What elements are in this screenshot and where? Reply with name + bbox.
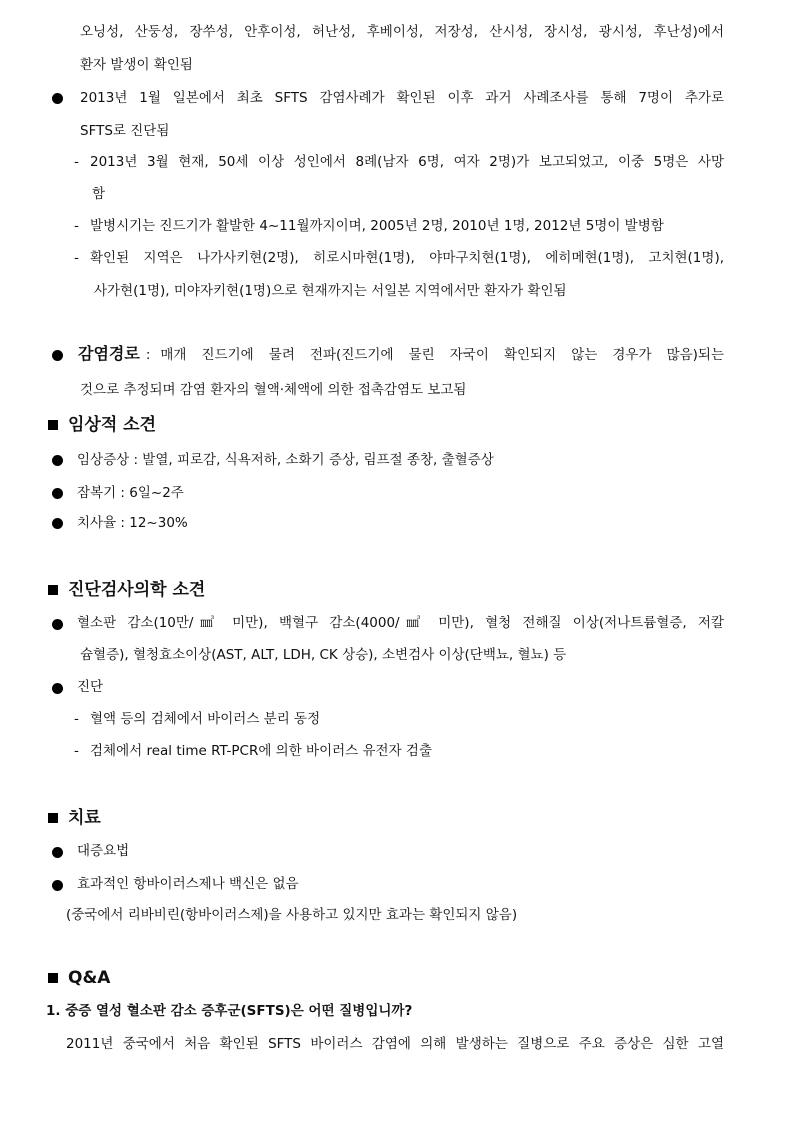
japan-sub1-line-1: 2013년 3월 현재, 50세 이상 성인에서 8례(남자 6명, 여자 2명)가 보고되었고, 이중 5명은 사망 — [90, 154, 724, 170]
clinical-item-3: 치사율 : 12~30% — [77, 515, 188, 531]
japan-bullet-line-1: 2013년 1월 일본에서 최초 SFTS 감염사례가 확인된 이후 과거 사례조사를 통해 7명이 추가로 — [80, 90, 724, 106]
dash-icon: - — [74, 250, 79, 266]
dash-icon: - — [74, 218, 79, 234]
infection-label: 감염경로 — [78, 344, 140, 363]
qa-heading: Q&A — [68, 968, 111, 988]
japan-sub3-line-1: 확인된 지역은 나가사키현(2명), 히로시마현(1명), 야마구치현(1명), 에히메현(1명), 고치현(1명), — [90, 250, 724, 266]
infection-line-2: 것으로 추정되며 감염 환자의 혈액·체액에 의한 접촉감염도 보고됨 — [80, 382, 467, 398]
bullet-icon — [52, 880, 63, 891]
japan-sub3-line-2: 사가현(1명), 미야자키현(1명)으로 현재까지는 서일본 지역에서만 환자가 확인됨 — [94, 283, 567, 299]
bullet-icon — [52, 518, 63, 529]
infection-line-1 — [78, 344, 724, 365]
section-square-icon — [48, 973, 58, 983]
japan-bullet-line-2: SFTS로 진단됨 — [80, 123, 170, 139]
diagnostic-item-2: 진단 — [77, 679, 104, 695]
intro-line-1: 오닝성, 산둥성, 장쑤성, 안후이성, 허난성, 후베이성, 저장성, 산시성, 장시성, 광시성, 후난성)에서 — [80, 24, 724, 40]
qa-question-1: 1. 중증 열성 혈소판 감소 증후군(SFTS)은 어떤 질병입니까? — [46, 1003, 413, 1019]
infection-colon: : — [145, 347, 151, 363]
bullet-icon — [52, 93, 63, 104]
diagnostic-sub-2: 검체에서 real time RT-PCR에 의한 바이러스 유전자 검출 — [90, 743, 433, 759]
treatment-item-2: 효과적인 항바이러스제나 백신은 없음 — [77, 876, 299, 892]
section-square-icon — [48, 813, 58, 823]
japan-sub1-line-2: 함 — [92, 186, 106, 202]
treatment-note: (중국에서 리바비린(항바이러스제)을 사용하고 있지만 효과는 확인되지 않음) — [66, 907, 518, 923]
qa-answer-1: 2011년 중국에서 처음 확인된 SFTS 바이러스 감염에 의해 발생하는 질병으로 주요 증상은 심한 고열 — [66, 1036, 724, 1052]
bullet-icon — [52, 455, 63, 466]
diagnostic-item-1-line-1: 혈소판 감소(10만/㎣ 미만), 백혈구 감소(4000/㎣ 미만), 혈청 전해질 이상(저나트륨혈증, 저칼 — [77, 615, 724, 631]
bullet-icon — [52, 350, 63, 361]
bullet-icon — [52, 619, 63, 630]
treatment-item-1: 대증요법 — [77, 843, 130, 859]
clinical-item-1: 임상증상 : 발열, 피로감, 식욕저하, 소화기 증상, 림프절 종창, 출혈증상 — [77, 452, 494, 468]
treatment-heading: 치료 — [68, 808, 101, 828]
diagnostic-sub-1: 혈액 등의 검체에서 바이러스 분리 동정 — [90, 711, 321, 727]
dash-icon: - — [74, 154, 79, 170]
diagnostic-heading: 진단검사의학 소견 — [68, 580, 206, 600]
infection-text-1: 매개 진드기에 물려 전파(진드기에 물린 자국이 확인되지 않는 경우가 많음)되는 — [160, 347, 724, 363]
clinical-heading: 임상적 소견 — [68, 415, 157, 435]
bullet-icon — [52, 488, 63, 499]
japan-sub2: 발병시기는 진드기가 활발한 4~11월까지이며, 2005년 2명, 2010년 1명, 2012년 5명이 발병함 — [90, 218, 664, 234]
intro-line-2: 환자 발생이 확인됨 — [80, 57, 193, 73]
dash-icon: - — [74, 711, 79, 727]
clinical-item-2: 잠복기 : 6일~2주 — [77, 485, 184, 501]
bullet-icon — [52, 847, 63, 858]
bullet-icon — [52, 683, 63, 694]
dash-icon: - — [74, 743, 79, 759]
diagnostic-item-1-line-2: 슘혈증), 혈청효소이상(AST, ALT, LDH, CK 상승), 소변검사 이상(단백뇨, 혈뇨) 등 — [80, 647, 567, 663]
section-square-icon — [48, 585, 58, 595]
section-square-icon — [48, 420, 58, 430]
